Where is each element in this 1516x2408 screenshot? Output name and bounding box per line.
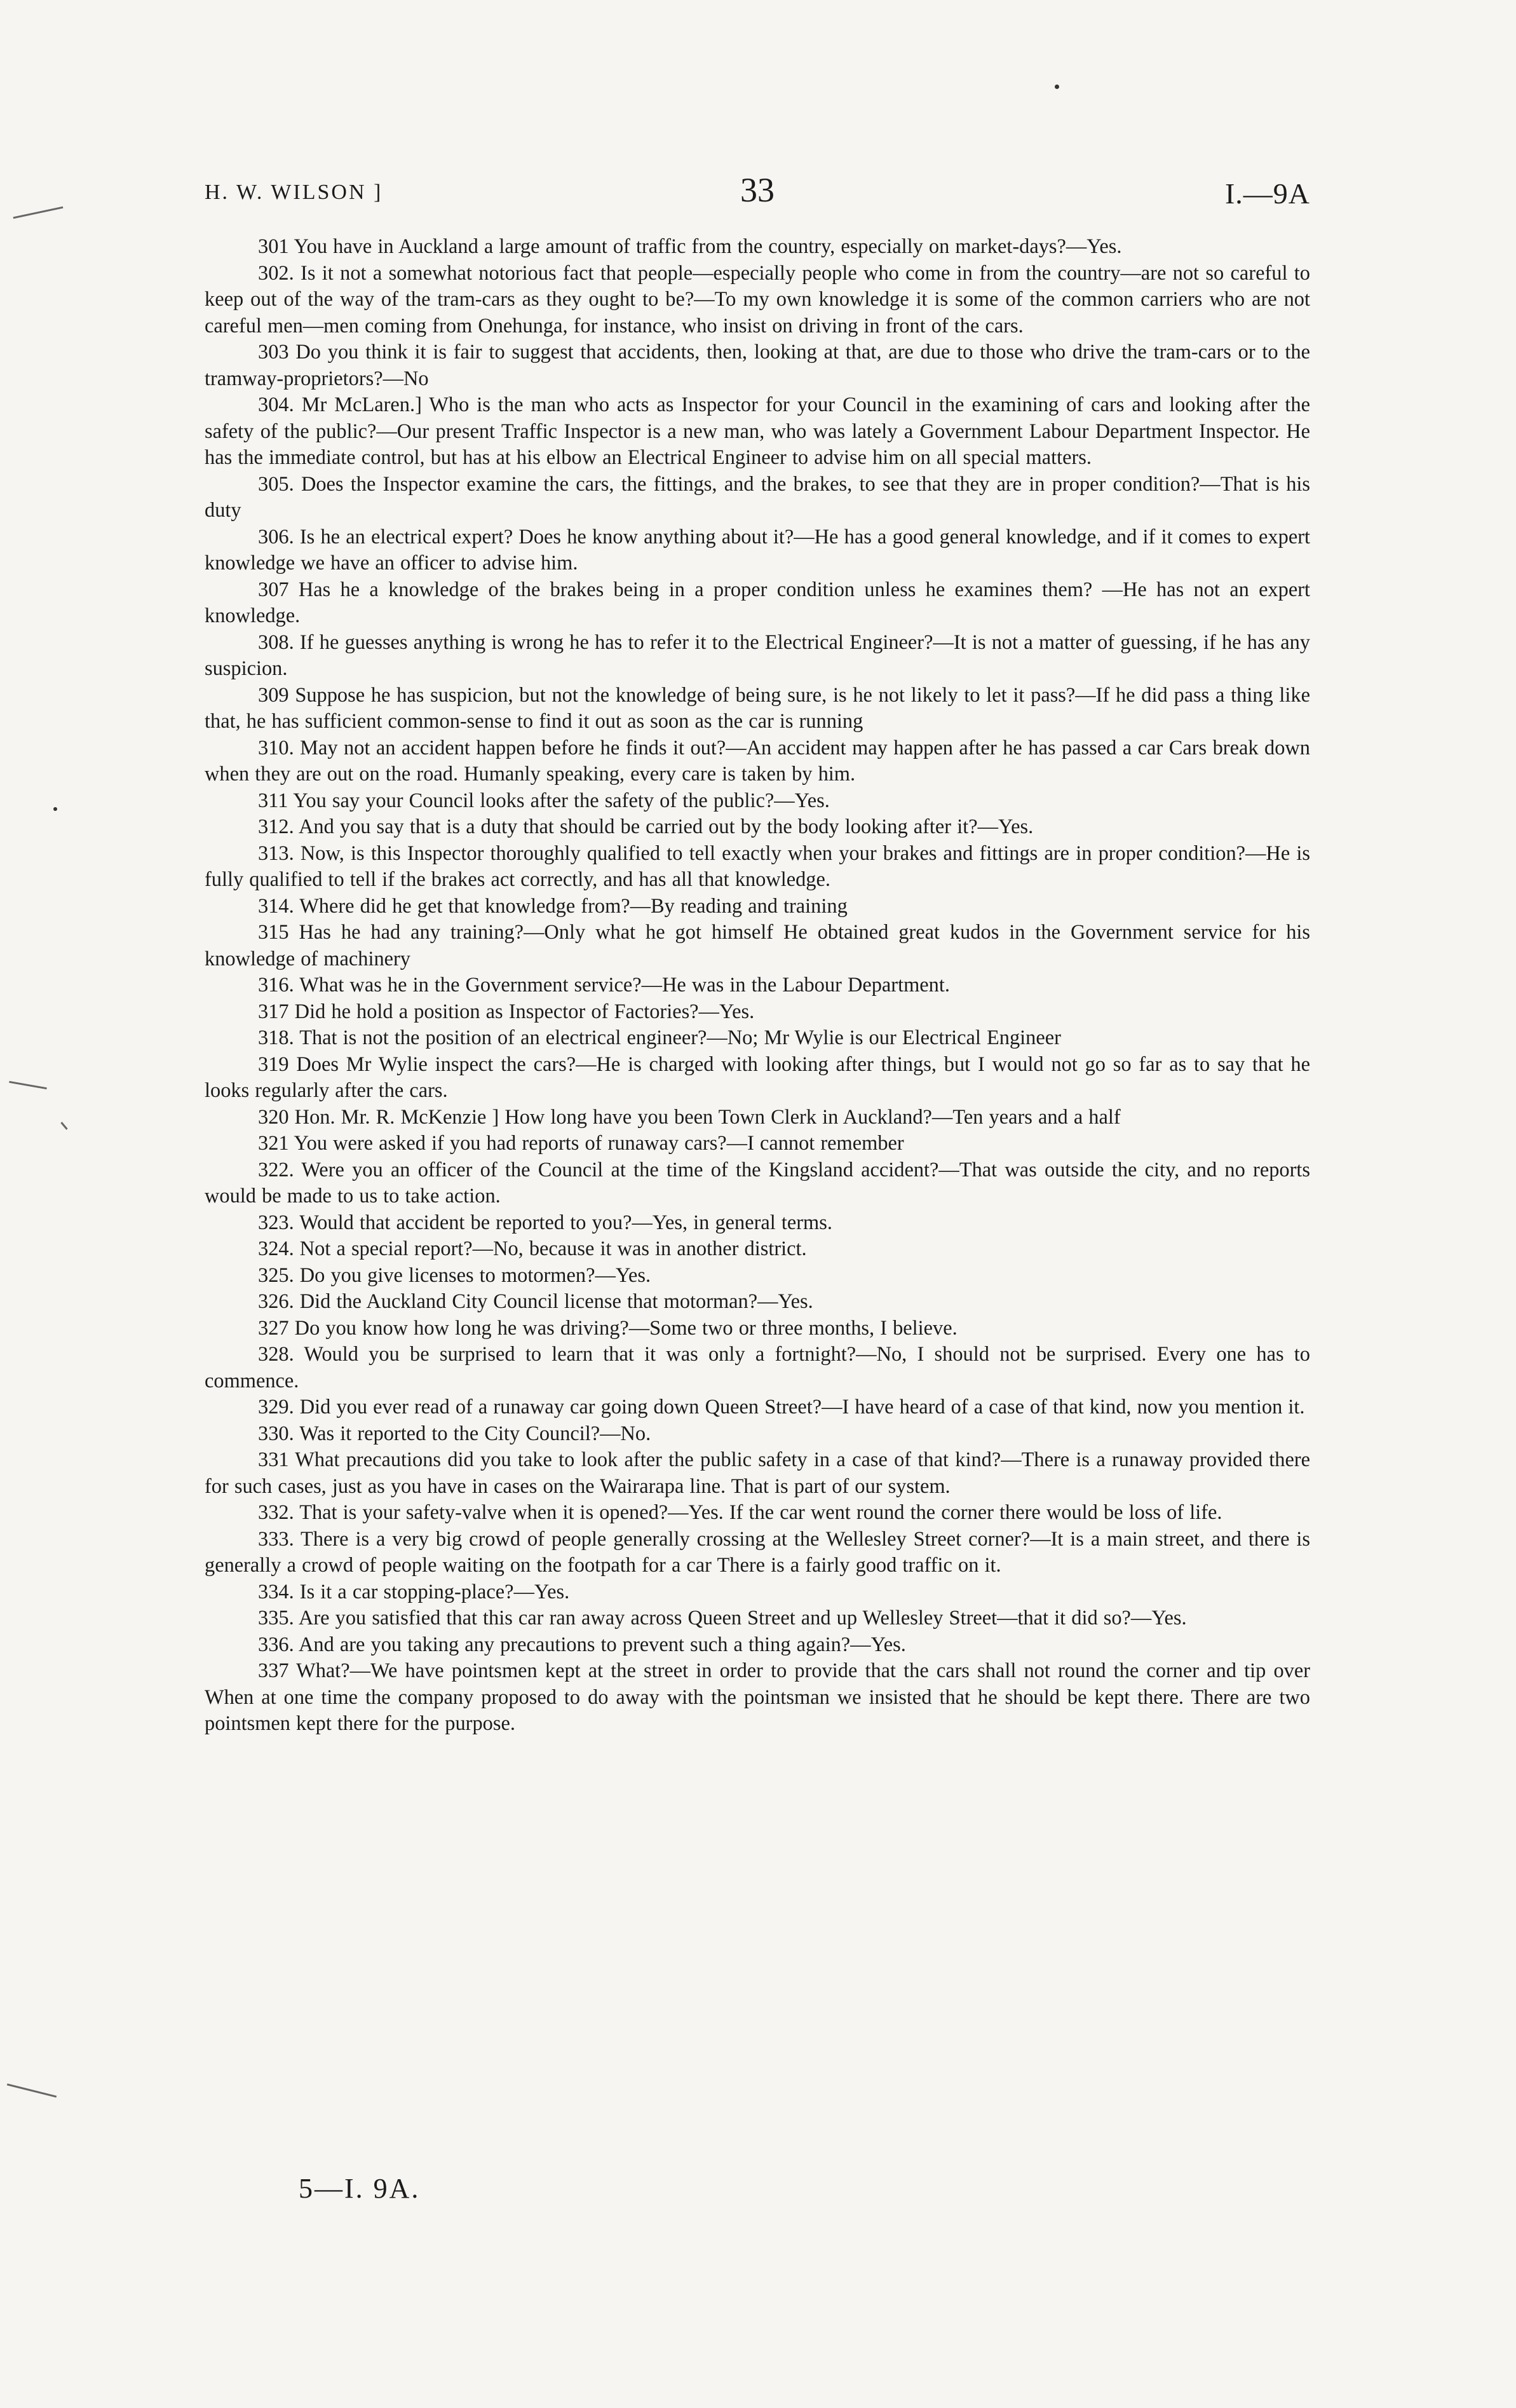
question-paragraph: 330. Was it reported to the City Council?—No. bbox=[258, 1422, 651, 1445]
question-paragraph: 335. Are you satisfied that this car ran away across Queen Street and up Wellesley Street—that it did so?—Yes. bbox=[258, 1607, 1187, 1629]
question-paragraph: 307 Has he a knowledge of the brakes being in a proper condition unless he examines them? —He has not an expert knowledge. bbox=[205, 578, 1310, 627]
question-paragraph: 315 Has he had any training?—Only what he got himself He obtained great kudos in the Government service for his knowledge of machinery bbox=[205, 921, 1310, 970]
page-header bbox=[205, 173, 1310, 224]
question-paragraph: 336. And are you taking any precautions to prevent such a thing again?—Yes. bbox=[258, 1633, 906, 1656]
question-paragraph: 310. May not an accident happen before he finds it out?—An accident may happen after he has passed a car Cars break down when they are out on the road. Humanly speaking, every care is taken by him. bbox=[205, 736, 1310, 786]
speck-mark bbox=[53, 807, 57, 811]
question-paragraph: 323. Would that accident be reported to you?—Yes, in general terms. bbox=[258, 1211, 832, 1234]
margin-mark bbox=[13, 207, 64, 219]
question-paragraph: 324. Not a special report?—No, because it was in another district. bbox=[258, 1237, 807, 1260]
question-paragraph: 321 You were asked if you had reports of runaway cars?—I cannot remember bbox=[258, 1132, 904, 1155]
question-paragraph: 312. And you say that is a duty that should be carried out by the body looking after it?—Yes. bbox=[258, 815, 1034, 838]
question-paragraph: 327 Do you know how long he was driving?—Some two or three months, I believe. bbox=[258, 1316, 958, 1340]
signature-mark: 5—I. 9A. bbox=[299, 2173, 421, 2204]
question-paragraph: 308. If he guesses anything is wrong he has to refer it to the Electrical Engineer?—It is not a matter of guessing, if he has any suspicion. bbox=[205, 630, 1310, 680]
question-paragraph: 301 You have in Auckland a large amount of traffic from the country, especially on market-days?—Yes. bbox=[258, 235, 1122, 258]
margin-mark bbox=[7, 2083, 57, 2097]
question-paragraph: 320 Hon. Mr. R. McKenzie ] How long have you been Town Clerk in Auckland?—Ten years and a half bbox=[258, 1105, 1121, 1129]
question-paragraph: 332. That is your safety-valve when it is opened?—Yes. If the car went round the corner there would be loss of life. bbox=[258, 1501, 1222, 1524]
question-paragraph: 306. Is he an electrical expert? Does he know anything about it?—He has a good general knowledge, and if it comes to expert knowledge we have an officer to advise him. bbox=[205, 525, 1310, 575]
question-paragraph: 319 Does Mr Wylie inspect the cars?—He is charged with looking after things, but I would not go so far as to say that he looks regularly after the cars. bbox=[205, 1052, 1310, 1102]
question-paragraph: 304. Mr McLaren.] Who is the man who acts as Inspector for your Council in the examining of cars and looking after the safety of the public?—Our present Traffic Inspector is a new man, who was lately a Government Labour Department Inspector. He has the immediate control, but has at his elbow an Electrical Engineer to advise him on all special matters. bbox=[205, 393, 1310, 469]
question-paragraph: 303 Do you think it is fair to suggest that accidents, then, looking at that, are due to those who drive the tram-cars or to the tramway-proprietors?—No bbox=[205, 341, 1310, 390]
page-number: 33 bbox=[740, 171, 775, 209]
speck-mark bbox=[1055, 85, 1059, 89]
question-paragraph: 314. Where did he get that knowledge from?—By reading and training bbox=[258, 894, 848, 918]
question-paragraph: 334. Is it a car stopping-place?—Yes. bbox=[258, 1580, 570, 1603]
margin-mark bbox=[9, 1081, 47, 1089]
question-paragraph: 337 What?—We have pointsmen kept at the street in order to provide that the cars shall not round the corner and tip over When at one time the company proposed to do away with the pointsman we insisted that he should be kept there. There are two pointsmen kept there for the purpose. bbox=[205, 1659, 1310, 1735]
question-paragraph: 325. Do you give licenses to motormen?—Yes. bbox=[258, 1263, 651, 1287]
witness-name: H. W. WILSON ] bbox=[205, 180, 383, 204]
question-paragraph: 316. What was he in the Government service?—He was in the Labour Department. bbox=[258, 974, 950, 997]
question-paragraph: 311 You say your Council looks after the safety of the public?—Yes. bbox=[258, 789, 830, 812]
question-paragraph: 333. There is a very big crowd of people generally crossing at the Wellesley Street corner?—It is a main street, and there is generally a crowd of people waiting on the footpath for a car There is a fairly good traffic on it. bbox=[205, 1527, 1310, 1577]
margin-mark bbox=[60, 1122, 67, 1130]
question-paragraph: 305. Does the Inspector examine the cars, the fittings, and the brakes, to see that they are in proper condition?—That is his duty bbox=[205, 472, 1310, 522]
question-paragraph: 326. Did the Auckland City Council license that motorman?—Yes. bbox=[258, 1290, 813, 1313]
question-paragraph: 309 Suppose he has suspicion, but not the knowledge of being sure, is he not likely to let it pass?—If he did pass a thing like that, he has sufficient common-sense to find it out as soon as the car is running bbox=[205, 683, 1310, 733]
transcript-body bbox=[205, 234, 1310, 1738]
question-paragraph: 302. Is it not a somewhat notorious fact that people—especially people who come in from the country—are not so careful to keep out of the way of the tram-cars as they ought to be?—To my own knowledge it is some of the common carriers who are not careful men—men coming from Onehunga, for instance, who insist on driving in front of the cars. bbox=[205, 261, 1310, 337]
question-paragraph: 317 Did he hold a position as Inspector of Factories?—Yes. bbox=[258, 1000, 755, 1023]
question-paragraph: 328. Would you be surprised to learn that it was only a fortnight?—No, I should not be surprised. Every one has to commence. bbox=[205, 1343, 1310, 1392]
question-paragraph: 318. That is not the position of an electrical engineer?—No; Mr Wylie is our Electrical Engineer bbox=[258, 1026, 1061, 1049]
question-paragraph: 313. Now, is this Inspector thoroughly qualified to tell exactly when your brakes and fittings are in proper condition?—He is fully qualified to tell if the brakes act correctly, and has all that knowledge. bbox=[205, 841, 1310, 891]
question-paragraph: 331 What precautions did you take to look after the public safety in a case of that kind?—There is a runaway provided there for such cases, just as you have in cases on the Wairarapa line. That is part of our system. bbox=[205, 1448, 1310, 1498]
question-paragraph: 322. Were you an officer of the Council at the time of the Kingsland accident?—That was outside the city, and no reports would be made to us to take action. bbox=[205, 1158, 1310, 1207]
document-reference: I.—9A bbox=[1224, 177, 1310, 210]
question-paragraph: 329. Did you ever read of a runaway car going down Queen Street?—I have heard of a case of that kind, now you mention it. bbox=[258, 1396, 1305, 1418]
